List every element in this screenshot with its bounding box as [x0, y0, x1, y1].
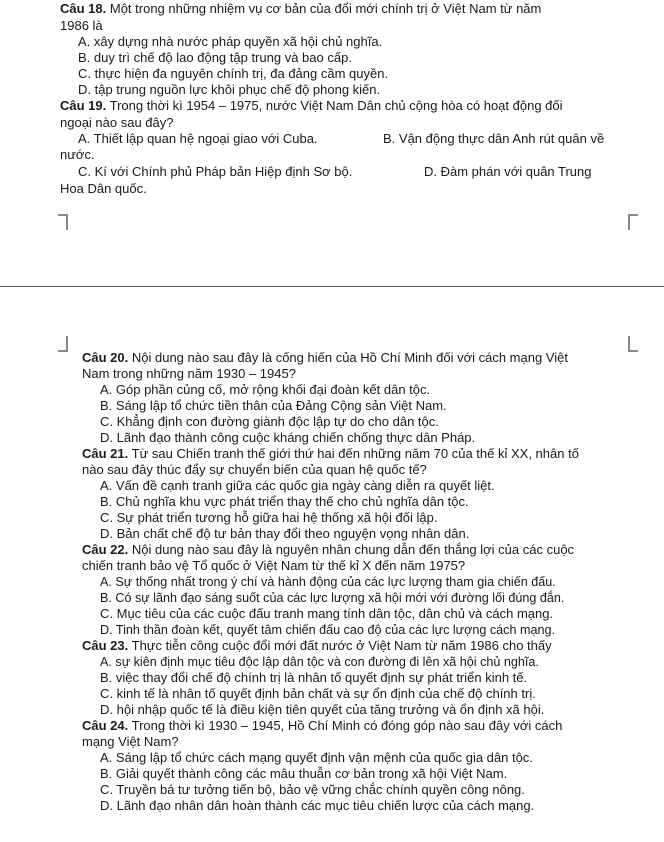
- question-18-stem-cont: 1986 là: [60, 18, 103, 33]
- question-21-option-a: A. Vấn đề cạnh tranh giữa các quốc gia ngày càng diễn ra quyết liệt.: [100, 478, 495, 493]
- crop-mark-bottom-left: [58, 336, 68, 352]
- question-18-number: Câu 18.: [60, 1, 107, 16]
- question-20-option-a: A. Góp phần củng cố, mở rộng khối đại đoàn kết dân tộc.: [100, 382, 431, 397]
- question-22-number: Câu 22.: [82, 542, 129, 557]
- question-19-option-c: C. Kí với Chính phủ Pháp bản Hiệp định Sơ bộ.: [78, 164, 353, 179]
- question-20-option-d: D. Lãnh đạo thành công cuộc kháng chiến chống thực dân Pháp.: [100, 430, 476, 445]
- question-18-option-a: A. xây dựng nhà nước pháp quyền xã hội chủ nghĩa.: [78, 34, 383, 49]
- question-20-number: Câu 20.: [82, 350, 129, 365]
- question-19-option-b: B. Vận động thực dân Anh rút quân về: [383, 131, 605, 146]
- question-18-option-b: B. duy trì chế độ lao động tập trung và bao cấp.: [78, 50, 352, 65]
- question-20-stem: Câu 20. Nội dung nào sau đây là cống hiến của Hồ Chí Minh đối với cách mạng Việt: [82, 350, 568, 365]
- question-23-number: Câu 23.: [82, 638, 129, 653]
- question-20-option-c: C. Khẳng định con đường giành độc lập tự do cho dân tộc.: [100, 414, 439, 429]
- question-21-number: Câu 21.: [82, 446, 129, 461]
- question-18-option-d: D. tập trung nguồn lực khôi phục chế độ phong kiến.: [78, 82, 381, 97]
- question-23-option-d: D. hội nhập quốc tế là điều kiện tiên quyết của tăng trưởng và ổn định xã hội.: [100, 702, 545, 717]
- question-21-option-b: B. Chủ nghĩa khu vực phát triển thay thế cho chủ nghĩa dân tộc.: [100, 494, 469, 509]
- question-21-stem-cont: nào sau đây thúc đẩy sự chuyển biến của quan hệ quốc tế?: [82, 462, 427, 477]
- question-19-option-a: A. Thiết lập quan hệ ngoại giao với Cuba.: [78, 131, 318, 146]
- question-19-stem: Câu 19. Trong thời kì 1954 – 1975, nước Việt Nam Dân chủ cộng hòa có hoạt động đối: [60, 98, 563, 113]
- question-23-option-b: B. việc thay đổi chế độ chính trị là nhân tố quyết định sự phát triển kinh tế.: [100, 670, 528, 685]
- question-23-stem: Câu 23. Thực tiễn công cuộc đổi mới đất nước ở Việt Nam từ năm 1986 cho thấy: [82, 638, 552, 653]
- question-24-option-c: C. Truyền bá tư tưởng tiến bộ, bảo vệ vững chắc chính quyền công nông.: [100, 782, 525, 797]
- question-21-stem: Câu 21. Từ sau Chiến tranh thế giới thứ hai đến những năm 70 của thế kỉ XX, nhân tố: [82, 446, 579, 461]
- question-22-option-a: A. Sự thống nhất trong ý chí và hành động của các lực lượng tham gia chiến đấu.: [100, 575, 556, 589]
- question-19-option-d: D. Đàm phán với quân Trung: [424, 164, 592, 179]
- question-24-option-b: B. Giải quyết thành công các mâu thuẫn cơ bản trong xã hội Việt Nam.: [100, 766, 508, 781]
- question-18-option-c: C. thực hiện đa nguyên chính trị, đa đảng cầm quyền.: [78, 66, 389, 81]
- question-19-stem-cont: ngoại nào sau đây?: [60, 115, 174, 130]
- question-24-stem-cont: mạng Việt Nam?: [82, 734, 179, 749]
- question-22-option-d: D. Tinh thần đoàn kết, quyết tâm chiến đấu cao độ của các lực lượng cách mạng.: [100, 623, 555, 637]
- crop-mark-bottom-right: [628, 336, 638, 352]
- question-22-option-c: C. Mục tiêu của các cuộc đấu tranh mang tính dân tộc, dân chủ và cách mạng.: [100, 606, 554, 621]
- crop-mark-top-right: [628, 214, 638, 230]
- question-19-number: Câu 19.: [60, 98, 107, 113]
- question-23-option-c: C. kinh tế là nhân tố quyết định bản chất và sự ổn định của chế độ chính trị.: [100, 686, 536, 701]
- question-24-stem: Câu 24. Trong thời kì 1930 – 1945, Hồ Chí Minh có đóng góp nào sau đây với cách: [82, 718, 563, 733]
- page-divider: [0, 286, 664, 287]
- question-19-option-d-cont: Hoa Dân quốc.: [60, 181, 147, 196]
- question-19-option-b-cont: nước.: [60, 147, 95, 162]
- question-21-option-c: C. Sự phát triển tương hỗ giữa hai hệ thống xã hội đối lập.: [100, 510, 438, 525]
- question-18-stem: Câu 18. Một trong những nhiệm vụ cơ bản của đổi mới chính trị ở Việt Nam từ năm: [60, 1, 542, 16]
- question-22-stem-cont: chiến tranh bảo vệ Tổ quốc ở Việt Nam từ thế kỉ X đến năm 1975?: [82, 558, 466, 573]
- question-21-option-d: D. Bản chất chế độ tư bản thay đổi theo nguyện vọng nhân dân.: [100, 526, 470, 541]
- question-24-option-a: A. Sáng lập tổ chức cách mạng quyết định vận mệnh của quốc gia dân tộc.: [100, 750, 533, 765]
- question-20-stem-cont: Nam trong những năm 1930 – 1945?: [82, 366, 296, 381]
- question-22-stem: Câu 22. Nội dung nào sau đây là nguyên nhân chung dẫn đến thắng lợi của các cuộc: [82, 542, 575, 557]
- question-24-option-d: D. Lãnh đạo nhân dân hoàn thành các mục tiêu chiến lược của cách mạng.: [100, 798, 535, 813]
- question-23-option-a: A. sự kiên định mục tiêu độc lập dân tộc và con đường đi lên xã hội chủ nghĩa.: [100, 655, 539, 669]
- question-22-option-b: B. Có sự lãnh đạo sáng suốt của các lực lượng xã hội mới với đường lối đúng đắn.: [100, 591, 565, 605]
- crop-mark-top-left: [58, 214, 68, 230]
- question-24-number: Câu 24.: [82, 718, 129, 733]
- question-20-option-b: B. Sáng lập tổ chức tiền thân của Đảng Cộng sản Việt Nam.: [100, 398, 447, 413]
